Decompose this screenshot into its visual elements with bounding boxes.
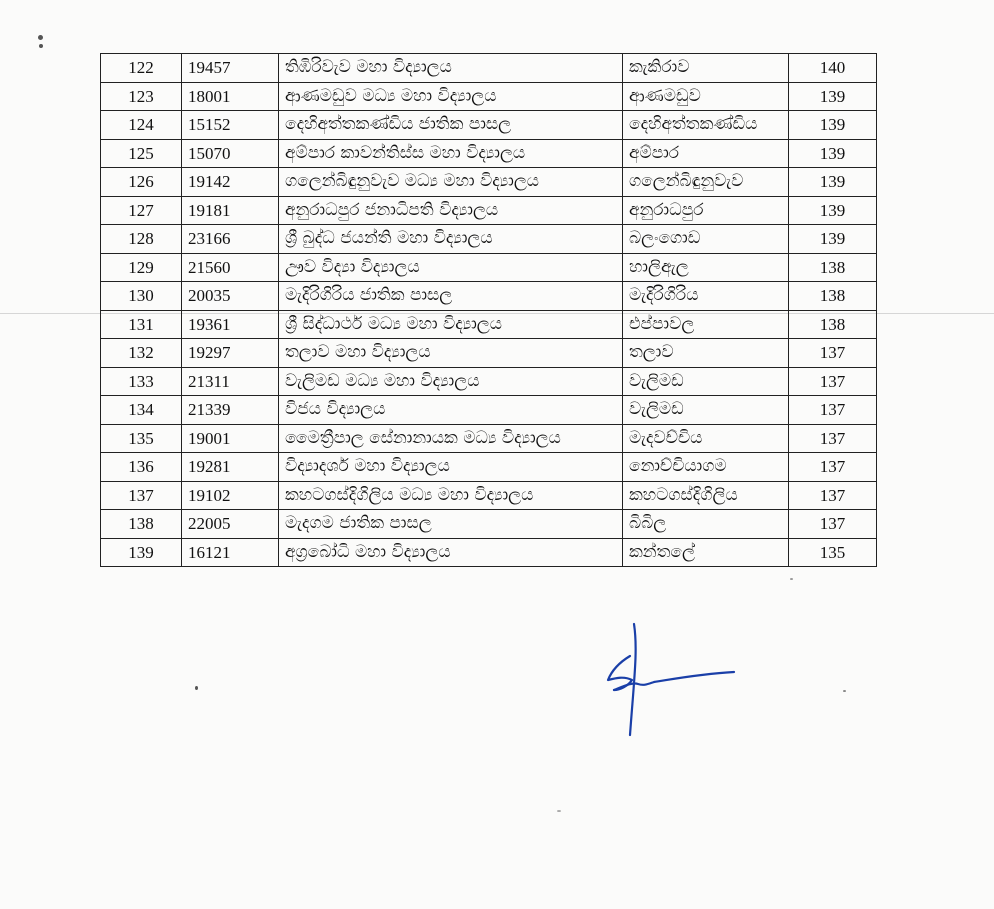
page-mark xyxy=(38,35,43,40)
table-row xyxy=(101,367,877,396)
cutoff-mark-cell: 137 xyxy=(789,481,877,510)
city-cell: බලංගොඩ xyxy=(623,225,789,254)
school-name-cell: ආණමඩුව මධ්‍ය මහා විද්‍යාලය xyxy=(279,82,623,111)
city-cell: අම්පාර xyxy=(623,139,789,168)
school-code-cell: 15152 xyxy=(182,111,279,140)
school-code-cell: 19297 xyxy=(182,339,279,368)
city-cell: මැදවච්චිය xyxy=(623,424,789,453)
cutoff-mark-cell: 139 xyxy=(789,168,877,197)
city-cell: ගලෙන්බිඳුනුවැව xyxy=(623,168,789,197)
rank-cell: 124 xyxy=(101,111,182,140)
school-code-cell: 19181 xyxy=(182,196,279,225)
page-mark xyxy=(843,690,846,692)
table-row xyxy=(101,225,877,254)
city-cell: අනුරාධපුර xyxy=(623,196,789,225)
table-row xyxy=(101,168,877,197)
table-row xyxy=(101,510,877,539)
rank-cell: 122 xyxy=(101,54,182,83)
city-cell: කැකිරාව xyxy=(623,54,789,83)
school-name-cell: වැලිමඩ මධ්‍ය මහා විද්‍යාලය xyxy=(279,367,623,396)
rank-cell: 130 xyxy=(101,282,182,311)
page-mark xyxy=(39,44,43,48)
city-cell: මැදිරිගිරිය xyxy=(623,282,789,311)
results-table-body xyxy=(101,54,877,567)
rank-cell: 123 xyxy=(101,82,182,111)
page-mark xyxy=(790,578,793,580)
table-row xyxy=(101,253,877,282)
city-cell: ආණමඩුව xyxy=(623,82,789,111)
city-cell: එප්පාවල xyxy=(623,310,789,339)
school-code-cell: 19102 xyxy=(182,481,279,510)
school-name-cell: මැදගම ජාතික පාසල xyxy=(279,510,623,539)
cutoff-mark-cell: 137 xyxy=(789,396,877,425)
cutoff-mark-cell: 135 xyxy=(789,538,877,567)
school-name-cell: ශ්‍රී බුද්ධ ජයන්ති මහා විද්‍යාලය xyxy=(279,225,623,254)
school-code-cell: 21560 xyxy=(182,253,279,282)
school-name-cell: මෛත්‍රීපාල සේනානායක මධ්‍ය විද්‍යාලය xyxy=(279,424,623,453)
school-code-cell: 18001 xyxy=(182,82,279,111)
cutoff-mark-cell: 139 xyxy=(789,111,877,140)
rank-cell: 132 xyxy=(101,339,182,368)
cutoff-mark-cell: 137 xyxy=(789,510,877,539)
table-row xyxy=(101,481,877,510)
page-mark xyxy=(195,686,198,690)
cutoff-mark-cell: 137 xyxy=(789,453,877,482)
school-name-cell: අග්‍රබෝධි මහා විද්‍යාලය xyxy=(279,538,623,567)
city-cell: තලාව xyxy=(623,339,789,368)
rank-cell: 129 xyxy=(101,253,182,282)
school-name-cell: තලාව මහා විද්‍යාලය xyxy=(279,339,623,368)
school-name-cell: කහටගස්දිගිලිය මධ්‍ය මහා විද්‍යාලය xyxy=(279,481,623,510)
school-name-cell: අනුරාධපුර ජනාධිපති විද්‍යාලය xyxy=(279,196,623,225)
school-code-cell: 21311 xyxy=(182,367,279,396)
rank-cell: 135 xyxy=(101,424,182,453)
school-code-cell: 20035 xyxy=(182,282,279,311)
table-row xyxy=(101,310,877,339)
cutoff-mark-cell: 138 xyxy=(789,282,877,311)
rank-cell: 127 xyxy=(101,196,182,225)
cutoff-mark-cell: 139 xyxy=(789,139,877,168)
cutoff-mark-cell: 138 xyxy=(789,310,877,339)
rank-cell: 126 xyxy=(101,168,182,197)
rank-cell: 137 xyxy=(101,481,182,510)
city-cell: බිබිල xyxy=(623,510,789,539)
school-name-cell: ශ්‍රී සිද්ධාර්ථ මධ්‍ය මහා විද්‍යාලය xyxy=(279,310,623,339)
school-name-cell: මැදිරිගිරිය ජාතික පාසල xyxy=(279,282,623,311)
rank-cell: 136 xyxy=(101,453,182,482)
rank-cell: 125 xyxy=(101,139,182,168)
table-row xyxy=(101,139,877,168)
table-row xyxy=(101,339,877,368)
cutoff-mark-cell: 140 xyxy=(789,54,877,83)
city-cell: වැලිමඩ xyxy=(623,396,789,425)
school-code-cell: 19142 xyxy=(182,168,279,197)
city-cell: හාලිඇල xyxy=(623,253,789,282)
cutoff-mark-cell: 138 xyxy=(789,253,877,282)
city-cell: නොච්චියාගම xyxy=(623,453,789,482)
rank-cell: 138 xyxy=(101,510,182,539)
table-row xyxy=(101,196,877,225)
rank-cell: 134 xyxy=(101,396,182,425)
rank-cell: 133 xyxy=(101,367,182,396)
handwritten-signature-icon xyxy=(598,620,743,740)
school-name-cell: ඌව විද්‍යා විද්‍යාලය xyxy=(279,253,623,282)
city-cell: දෙහිඅත්තකණ්ඩිය xyxy=(623,111,789,140)
school-name-cell: විද්‍යාදර්ශ මහා විද්‍යාලය xyxy=(279,453,623,482)
table-row xyxy=(101,396,877,425)
school-name-cell: ගලෙන්බිඳුනුවැව මධ්‍ය මහා විද්‍යාලය xyxy=(279,168,623,197)
rank-cell: 131 xyxy=(101,310,182,339)
school-name-cell: අම්පාර කාවන්තිස්ස මහා විද්‍යාලය xyxy=(279,139,623,168)
page-mark xyxy=(557,810,561,812)
school-code-cell: 22005 xyxy=(182,510,279,539)
city-cell: වැලිමඩ xyxy=(623,367,789,396)
school-code-cell: 23166 xyxy=(182,225,279,254)
cutoff-mark-cell: 137 xyxy=(789,367,877,396)
cutoff-mark-cell: 137 xyxy=(789,339,877,368)
table-row xyxy=(101,453,877,482)
school-code-cell: 15070 xyxy=(182,139,279,168)
school-name-cell: විජය විද්‍යාලය xyxy=(279,396,623,425)
cutoff-mark-cell: 137 xyxy=(789,424,877,453)
cutoff-mark-cell: 139 xyxy=(789,225,877,254)
school-code-cell: 16121 xyxy=(182,538,279,567)
cutoff-mark-cell: 139 xyxy=(789,82,877,111)
school-code-cell: 19361 xyxy=(182,310,279,339)
table-row xyxy=(101,282,877,311)
table-row xyxy=(101,111,877,140)
city-cell: කන්තලේ xyxy=(623,538,789,567)
school-code-cell: 19457 xyxy=(182,54,279,83)
school-name-cell: දෙහිඅත්තකණ්ඩිය ජාතික පාසල xyxy=(279,111,623,140)
school-code-cell: 19001 xyxy=(182,424,279,453)
rank-cell: 139 xyxy=(101,538,182,567)
school-code-cell: 19281 xyxy=(182,453,279,482)
school-name-cell: තිඹිරිවැව මහා විද්‍යාලය xyxy=(279,54,623,83)
cutoff-mark-cell: 139 xyxy=(789,196,877,225)
rank-cell: 128 xyxy=(101,225,182,254)
table-row xyxy=(101,54,877,83)
table-row xyxy=(101,538,877,567)
table-row xyxy=(101,82,877,111)
table-row xyxy=(101,424,877,453)
school-code-cell: 21339 xyxy=(182,396,279,425)
results-table xyxy=(100,53,877,567)
city-cell: කහටගස්දිගිලිය xyxy=(623,481,789,510)
